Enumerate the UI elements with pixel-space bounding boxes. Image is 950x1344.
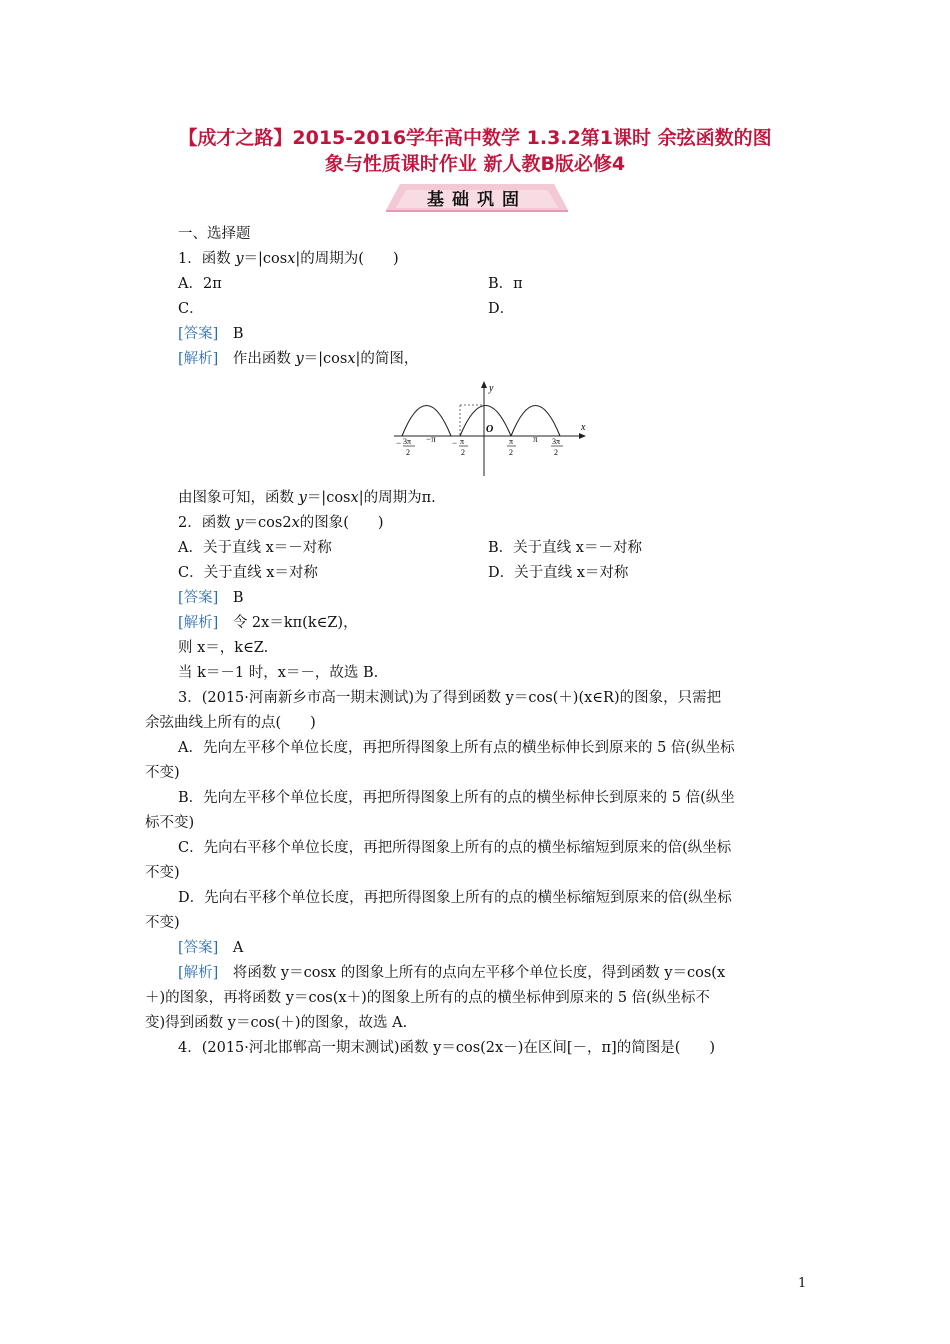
q2-stem-var: y — [235, 515, 244, 531]
origin-label: O — [486, 424, 494, 435]
x-axis-label: x — [581, 422, 586, 433]
page-number: 1 — [798, 1276, 807, 1291]
q2-option-c: C．关于直线 x＝对称 — [178, 565, 318, 581]
q3-option-d-line-2: 不变) — [145, 915, 180, 931]
question-4-stem: 4．(2015·河北邯郸高一期末测试)函数 y＝cos(2x－)在区间[－，π]的简图是( ) — [178, 1040, 716, 1056]
q2-analysis — [178, 613, 358, 633]
analysis-tag: [解析] — [178, 615, 219, 631]
q2-analysis-text: 令 2x＝kπ(k∈Z)， — [232, 615, 358, 631]
document-title-line-1: 【成才之路】2015-2016学年高中数学 1.3.2第1课时 余弦函数的图 — [178, 127, 772, 149]
q1-conclusion — [178, 488, 436, 508]
q1-analysis-var: y — [295, 351, 304, 367]
q1-stem-var: y — [235, 251, 244, 267]
tick-label-neg-3pi-2 — [396, 437, 415, 457]
q1-analysis — [178, 349, 418, 369]
q1-option-a: A．2π — [178, 276, 222, 292]
question-1-stem — [178, 249, 399, 269]
answer-tag: [答案] — [178, 590, 219, 606]
q3-analysis-line-2: ＋)的图象，再将函数 y＝cos(x＋)的图象上所有的点的横坐标伸到原来的 5 倍(纵坐标不 — [145, 990, 710, 1006]
tick-label-pi-2 — [507, 437, 516, 457]
tick-label-neg-pi-2 — [452, 437, 468, 457]
q2-answer — [178, 588, 243, 608]
analysis-tag: [解析] — [178, 351, 219, 367]
q1-option-c: C． — [178, 301, 204, 317]
answer-value: B — [232, 326, 244, 342]
q1-option-d: D． — [488, 301, 515, 317]
tick-denominator: 2 — [509, 448, 513, 457]
curve-arch-1 — [402, 406, 451, 437]
q1-analysis-part: |的简图， — [355, 351, 419, 367]
q1-analysis-part: ＝|cos — [303, 351, 348, 367]
tick-numerator: 3π — [552, 437, 561, 446]
q1-stem-part: |的周期为( ) — [295, 251, 399, 267]
q2-analysis-line-3: 当 k＝－1 时，x＝－，故选 B. — [178, 665, 379, 681]
q2-option-d: D．关于直线 x＝对称 — [488, 565, 629, 581]
q3-analysis — [178, 963, 725, 983]
section-banner — [386, 182, 568, 212]
q2-stem-part: ＝cos2 — [243, 515, 292, 531]
q1-stem-part: ＝|cos — [243, 251, 288, 267]
q2-analysis-line-2: 则 x＝，k∈Z. — [178, 640, 269, 656]
q2-stem-part: 2．函数 — [178, 515, 236, 531]
q2-stem-part: 的图象( ) — [299, 515, 384, 531]
question-3-stem-line-1: 3．(2015·河南新乡市高一期末测试)为了得到函数 y＝cos(＋)(x∈R)的图象，只需把 — [178, 690, 722, 706]
x-axis-arrow — [579, 433, 586, 439]
tick-label-3pi-2 — [551, 437, 563, 457]
section-heading: 一、选择题 — [178, 226, 251, 242]
q1-conclusion-var: x — [350, 490, 359, 506]
banner-label: 基础巩固 — [427, 190, 527, 210]
q3-option-d-line-1: D．先向右平移个单位长度，再把所得图象上所有的点的横坐标缩短到原来的倍(纵坐标 — [178, 890, 732, 906]
tick-sign: − — [452, 438, 458, 448]
q3-option-a-line-1: A．先向左平移个单位长度，再把所得图象上所有点的横坐标伸长到原来的 5 倍(纵坐标 — [178, 740, 735, 756]
analysis-tag: [解析] — [178, 965, 219, 981]
q3-option-a-line-2: 不变) — [145, 765, 180, 781]
tick-denominator: 2 — [554, 448, 558, 457]
question-3-stem-line-2: 余弦曲线上所有的点( ) — [145, 715, 316, 731]
answer-value: B — [232, 590, 244, 606]
tick-numerator: 3π — [403, 437, 412, 446]
tick-label-pi: π — [533, 434, 538, 444]
q3-option-b-line-2: 标不变) — [145, 815, 195, 831]
q2-stem-var: x — [291, 515, 300, 531]
q3-analysis-line-3: 变)得到函数 y＝cos(＋)的图象，故选 A. — [145, 1015, 408, 1031]
y-axis-label: y — [489, 383, 494, 394]
q1-stem-part: 1．函数 — [178, 251, 236, 267]
answer-value: A — [232, 940, 244, 956]
q3-option-c-line-1: C．先向右平移个单位长度，再把所得图象上所有的点的横坐标缩短到原来的倍(纵坐标 — [178, 840, 732, 856]
tick-numerator: π — [509, 437, 514, 446]
q1-stem-var: x — [287, 251, 296, 267]
answer-tag: [答案] — [178, 326, 219, 342]
q1-analysis-part: 作出函数 — [232, 351, 296, 367]
q3-option-b-line-1: B．先向左平移个单位长度，再把所得图象上所有的点的横坐标伸长到原来的 5 倍(纵坐 — [178, 790, 735, 806]
q1-conclusion-part: 由图象可知，函数 — [178, 490, 299, 506]
curve-arch-3 — [511, 406, 560, 437]
q3-option-c-line-2: 不变) — [145, 865, 180, 881]
q3-analysis-text: 将函数 y＝cosx 的图象上所有的点向左平移个单位长度，得到函数 y＝cos(x — [232, 965, 726, 981]
tick-numerator: π — [460, 437, 465, 446]
q1-conclusion-var: y — [298, 490, 307, 506]
q1-conclusion-part: ＝|cos — [306, 490, 351, 506]
q3-answer — [178, 938, 243, 958]
q1-option-b: B．π — [488, 276, 523, 292]
q1-analysis-var: x — [347, 351, 356, 367]
q2-option-b: B．关于直线 x＝－对称 — [488, 540, 642, 556]
document-title-line-2: 象与性质课时作业 新人教B版必修4 — [324, 153, 626, 175]
tick-denominator: 2 — [406, 448, 410, 457]
tick-sign: − — [396, 438, 402, 448]
y-axis-arrow — [481, 381, 487, 388]
answer-tag: [答案] — [178, 940, 219, 956]
tick-label-neg-pi: −π — [426, 434, 436, 444]
q2-option-a: A．关于直线 x＝－对称 — [178, 540, 332, 556]
abs-cos-graph — [388, 376, 598, 478]
q1-conclusion-part: |的周期为π. — [358, 490, 436, 506]
tick-denominator: 2 — [461, 448, 465, 457]
question-2-stem — [178, 513, 384, 533]
q1-answer — [178, 324, 243, 344]
